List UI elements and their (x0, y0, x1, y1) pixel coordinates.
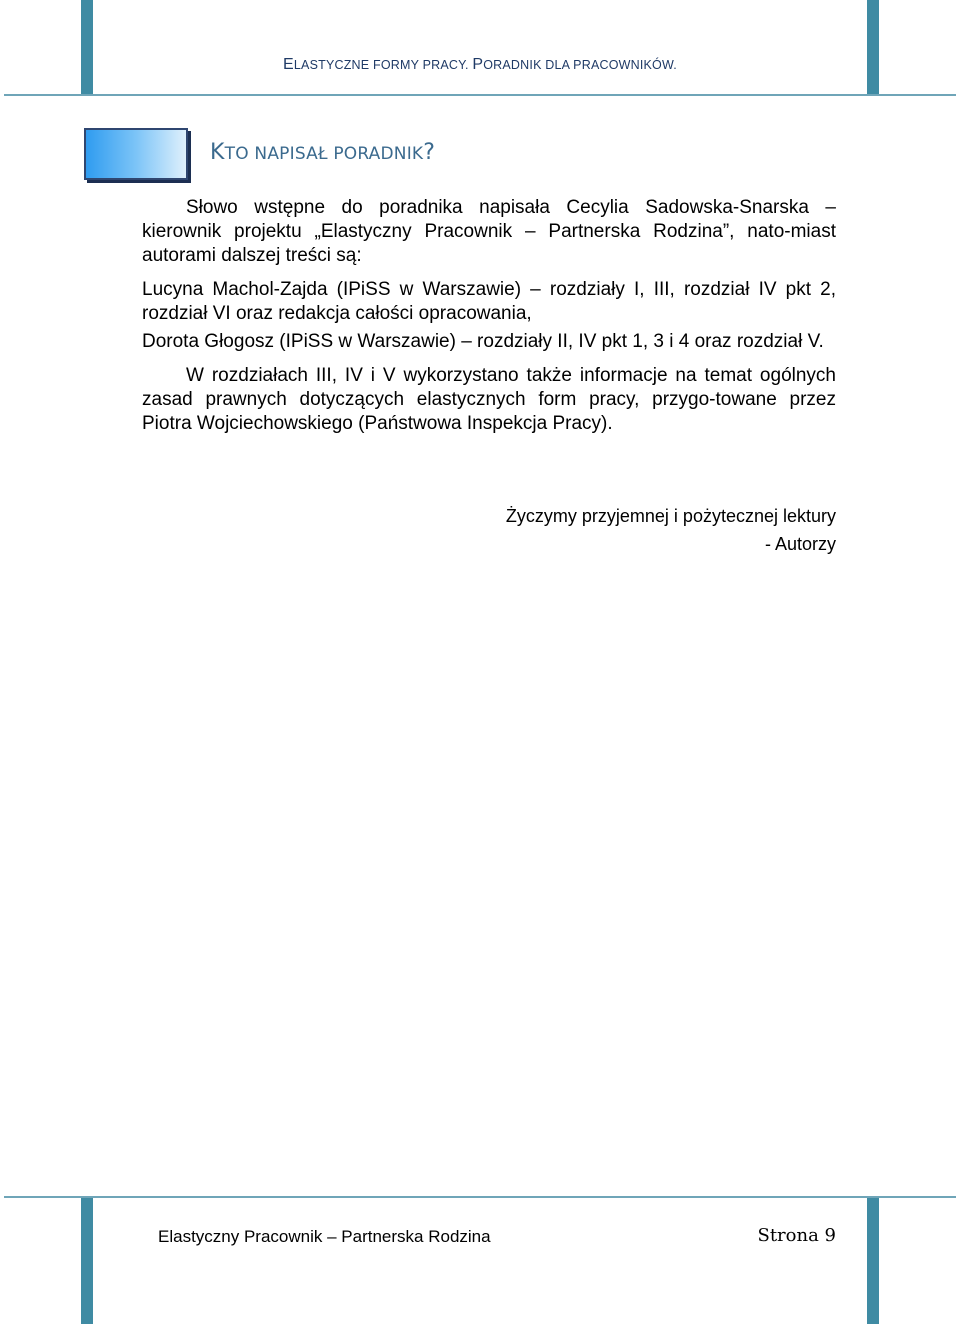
closing-wish: Życzymy przyjemnej i pożytecznej lektury (505, 506, 836, 526)
page-number: Strona 9 (757, 1225, 836, 1246)
paragraph-author-2: Dorota Głogosz (IPiSS w Warszawie) – rozdziały II, IV pkt 1, 3 i 4 oraz rozdział V. (142, 331, 824, 352)
body-content (142, 196, 836, 446)
page-frame-bar-bottom-right (867, 1198, 879, 1324)
header-divider (4, 94, 956, 96)
footer-title: Elastyczny Pracownik – Partnerska Rodzina (158, 1227, 491, 1246)
header-part: LASTYCZNE FORMY PRACY. (293, 58, 473, 72)
section-heading (210, 140, 435, 165)
closing-block (506, 502, 836, 558)
paragraph-intro: Słowo wstępne do poradnika napisała Cecylia Sadowska-Snarska – kierownik projektu „Elastyczny Pracownik – Partnerska Rodzina”, nato-miast autorami dalszej treści są: (142, 197, 836, 266)
closing-signature: - Autorzy (764, 534, 836, 554)
header-part: ORADNIK DLA PRACOWNIKÓW. (483, 58, 677, 72)
page-frame-bar-top-right (867, 0, 879, 95)
heading-decoration-box (84, 128, 188, 180)
running-header (0, 56, 960, 74)
heading-initial: K (210, 140, 225, 165)
paragraph-note: W rozdziałach III, IV i V wykorzystano także informacje na temat ogólnych zasad prawnych dotyczących elastycznych form pracy, przygo-towane przez Piotra Wojciechowskiego (Państwowa Inspekcja Pracy). (142, 365, 836, 434)
heading-text: TO NAPISAŁ PORADNIK (224, 144, 424, 164)
heading-question-mark: ? (423, 140, 436, 165)
footer-divider (4, 1196, 956, 1198)
header-part: P (472, 56, 484, 73)
page-frame-bar-bottom-left (81, 1198, 93, 1324)
paragraph-author-1: Lucyna Machol-Zajda (IPiSS w Warszawie) – rozdziały I, III, rozdział IV pkt 2, rozdział VI oraz redakcja całości opracowania, (142, 279, 836, 324)
page-frame-bar-top-left (81, 0, 93, 95)
header-part: E (283, 56, 294, 73)
